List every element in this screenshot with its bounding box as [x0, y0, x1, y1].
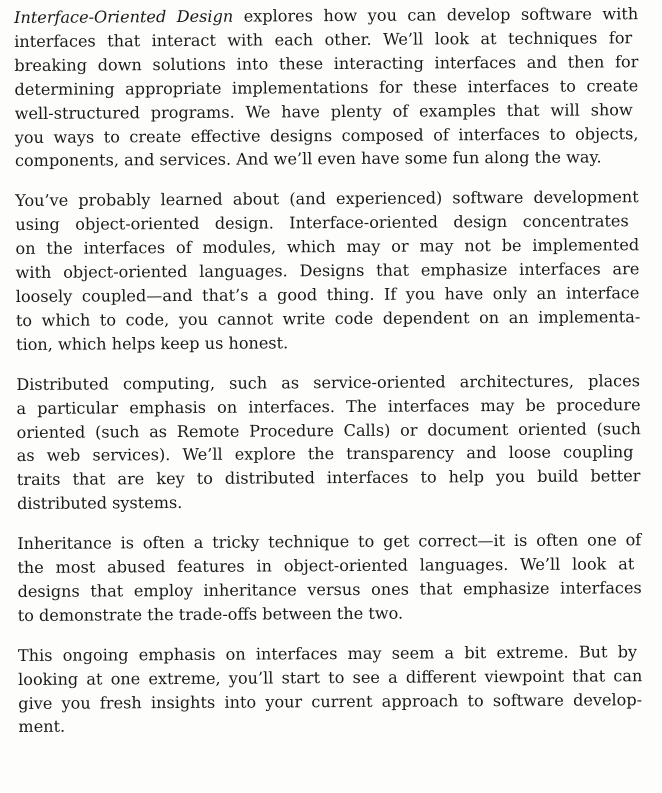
text-line: [14, 26, 638, 54]
text-line: [16, 305, 640, 333]
text-line: [18, 576, 642, 604]
text-line: [18, 712, 642, 740]
text-line: [15, 98, 639, 126]
text-run: to which to code, you cannot write code dependent on an implementa-: [15, 307, 641, 330]
text-run: interfaces that interact with each other. We’ll look at techniques for: [14, 28, 633, 51]
text-run: This ongoing emphasis on interfaces may seem a bit extreme. But by: [17, 641, 638, 665]
text-run: with object-oriented languages. Designs that emphasize interfaces are: [15, 259, 640, 283]
text-run: on the interfaces of modules, which may or may not be implemented: [15, 235, 640, 259]
book-title-text: Interface-Oriented Design: [14, 6, 234, 27]
text-run: designs that employ inheritance versus ones that emphasize interfaces: [17, 578, 642, 601]
text-line: [18, 664, 642, 692]
body-text: [14, 2, 643, 755]
text-run: to demonstrate the trade-offs between the two.: [17, 603, 404, 625]
paragraph-4: [17, 528, 642, 627]
text-run: well-structured programs. We have plenty of examples that will show: [14, 99, 633, 123]
text-run: you ways to create effective designs composed of interfaces to objects,: [14, 123, 639, 147]
text-run: components, and services. And we’ll even have some fun along the way.: [14, 147, 602, 171]
text-run: tion, which helps keep us honest.: [16, 333, 289, 354]
text-run: give you fresh insights into your current approach to software develop-: [18, 689, 643, 713]
text-line: [18, 600, 642, 628]
text-line: [14, 74, 638, 102]
text-line: [15, 146, 639, 174]
paragraph-2: [15, 186, 640, 357]
text-line: [16, 369, 640, 397]
text-line: [14, 50, 638, 78]
paragraph-1: [14, 2, 639, 173]
text-line: [16, 393, 640, 421]
text-run: using object-oriented design. Interface-oriented design concentrates: [15, 211, 629, 235]
text-run: You’ve probably learned about (and experienced) software development: [15, 187, 639, 211]
text-run: breaking down solutions into these interacting interfaces and then for: [14, 51, 639, 75]
paragraph-3: [16, 369, 641, 516]
text-run: as web services). We’ll explore the transparency and loose coupling: [16, 442, 634, 466]
paragraph-5: [18, 640, 643, 739]
text-line: [16, 281, 640, 309]
text-line: [14, 2, 638, 30]
text-run: Distributed computing, such as service-oriented architectures, places: [16, 370, 641, 394]
text-line: [17, 464, 641, 492]
text-run: oriented (such as Remote Procedure Calls) or document oriented (such: [16, 418, 641, 442]
text-run: determining appropriate implementations for these interfaces to create: [14, 75, 639, 99]
text-run: the most abused features in object-oriented languages. We’ll look at: [17, 554, 635, 578]
text-run: a particular emphasis on interfaces. The interfaces may be procedure: [16, 394, 641, 418]
text-line: [16, 329, 640, 357]
text-run: ment.: [18, 717, 66, 737]
text-line: [18, 688, 642, 716]
text-line: [18, 640, 642, 668]
text-run: explores how you can develop software with: [233, 4, 639, 26]
text-line: [17, 488, 641, 516]
text-run: distributed systems.: [16, 493, 183, 514]
text-run: traits that are key to distributed interfaces to help you build better: [16, 466, 641, 490]
text-run: loosely coupled—and that’s a good thing. If you have only an interface: [15, 283, 640, 306]
text-run: Inheritance is often a tricky technique to get correct—it is often one of: [17, 530, 642, 554]
text-run: looking at one extreme, you’ll start to see a different viewpoint that can: [18, 665, 643, 689]
